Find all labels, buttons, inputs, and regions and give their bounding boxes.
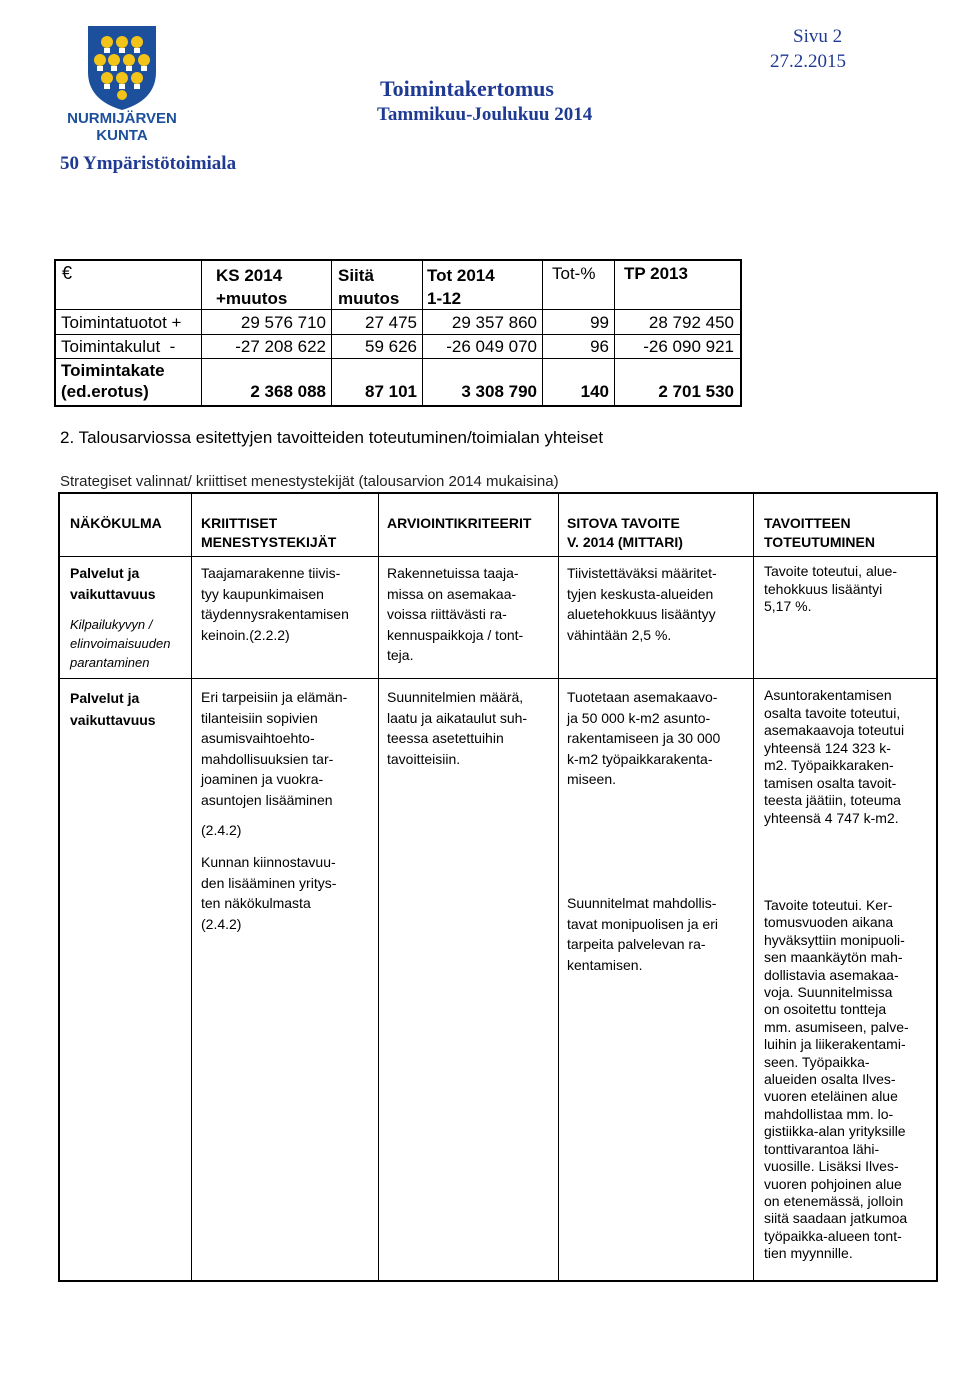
coat-of-arms-icon [62,22,182,112]
cell-value: 140 [580,382,609,401]
finance-table [54,259,742,407]
col-header-tp2013: TP 2013 [624,264,688,283]
row2-factor2: Kunnan kiinnostavuu- den lisääminen yritys- ten näkökulmasta (2.4.2) [201,854,337,932]
header-menestystekijat: KRIITTISET MENESTYSTEKIJÄT [201,515,337,550]
header-arviointikriteerit: ARVIOINTIKRITEERIT [387,515,532,531]
report-title: Toimintakertomus [380,76,554,101]
currency-symbol: € [62,263,73,283]
row2-criteria: Suunnitelmien määrä, laatu ja aikataulut suh- teessa asetettuihin tavoitteisiin. [387,689,528,767]
row2-perspective: Palvelut ja vaikuttavuus [70,690,156,728]
col-header-tot-pct: Tot-% [552,264,596,283]
cell-value: -26 049 070 [446,337,537,356]
page-date: 27.2.2015 [770,51,846,72]
row2-factor: Eri tarpeisiin ja elämän- tilanteisiin sopivien asumisvaihtoehto- mahdollisuuksien tar- joaminen ja vuokra- asuntojen lisääminen [201,689,348,808]
row1-criteria: Rakennetuissa taaja- missa on asemakaa- voissa riittävästi ra- kennuspaikkoja / tont- teja. [387,565,524,663]
row1-perspective-sub: Kilpailukyvyn / elinvoimaisuuden parantaminen [70,617,171,670]
cell-value: 29 357 860 [451,313,537,332]
logo-text-line1: NURMIJÄRVEN [67,110,177,127]
cell-value: -27 208 622 [235,337,326,356]
col-header-siita-muutos: Siitä muutos [338,266,400,308]
cell-value: 99 [590,313,609,332]
goals-table [58,492,938,1282]
row1-perspective: Palvelut ja vaikuttavuus [70,565,156,602]
row2-factor-ref: (2.4.2) [201,822,242,838]
cell-value: 59 626 [365,337,417,356]
row2-result: Asuntorakentamisen osalta tavoite toteutui, asemakaavoja toteutui yhteensä 124 323 k- m2. Työpaikkaraken- tamisen osalta tavoit- teesta jäätiin, toteuma yhteensä 4 747 k-m2. [764,687,905,826]
municipality-logo [62,22,182,150]
row-label-toimintakate: Toimintakate (ed.erotus) [61,361,165,401]
cell-value: -26 090 921 [643,337,734,356]
cell-value: 2 368 088 [250,382,326,401]
row-label-toimintatuotot: Toimintatuotot + [61,313,182,332]
header-toteutuminen: TAVOITTEEN TOTEUTUMINEN [764,515,875,550]
header-sitova-tavoite: SITOVA TAVOITE V. 2014 (MITTARI) [567,515,683,550]
cell-value: 87 101 [365,382,417,401]
cell-value: 28 792 450 [648,313,734,332]
cell-value: 2 701 530 [658,382,734,401]
col-header-tot2014: Tot 2014 1-12 [427,266,495,308]
row-label-toimintakulut: Toimintakulut - [61,337,176,356]
report-period: Tammikuu-Joulukuu 2014 [377,104,593,125]
cell-value: 29 576 710 [240,313,326,332]
page-number: Sivu 2 [793,26,843,47]
row1-target: Tiivistettäväksi määritet- tyjen keskusta-alueiden aluetehokkuus lisääntyy vähintään 2,5 %. [567,565,717,643]
section-subheading: Strategiset valinnat/ kriittiset menestystekijät (talousarvion 2014 mukaisina) [60,473,559,490]
header-nakokulma: NÄKÖKULMA [70,515,162,531]
row2-target2: Suunnitelmat mahdollis- tavat monipuolisen ja eri tarpeita palvelevan ra- kentamisen. [567,895,718,973]
row1-result: Tavoite toteutui, alue- tehokkuus lisääntyi 5,17 %. [764,563,898,614]
cell-value: 96 [590,337,609,356]
col-header-ks2014: KS 2014 +muutos [216,266,288,308]
cell-value: 27 475 [365,313,417,332]
cell-value: 3 308 790 [461,382,537,401]
logo-text-line2: KUNTA [96,127,148,144]
row2-result2: Tavoite toteutui. Ker- tomusvuoden aikana hyväksyttiin monipuoli- sen maankäytön mah- dollistavia asemakaa- voja. Suunnitelmissa on osoitettu tontteja mm. asumiseen, palve- luihin ja liikerakentami- seen. Työpaikka- alueiden osalta Ilves- vuoren eteläinen alue mahdollistaa mm. lo- gistiikka-alan yrityksille tonttivarantoa lähi- vuosille. Lisäksi Ilves- vuoren pohjoinen alue on etenemässä, jolloin siitä saadaan jatkumoa työpaikka-alueen tont- tien myynnille. [764,897,909,1262]
department-title: 50 Ympäristötoimiala [60,153,237,174]
row1-factor: Taajamarakenne tiivis- tyy kaupunkimaisen täydennysrakentamisen keinoin.(2.2.2) [201,565,349,643]
section-heading: 2. Talousarviossa esitettyjen tavoitteiden toteutuminen/toimialan yhteiset [60,428,604,447]
row2-target: Tuotetaan asemakaavo- ja 50 000 k-m2 asunto- rakentamiseen ja 30 000 k-m2 työpaikkarakenta- miseen. [567,689,721,787]
